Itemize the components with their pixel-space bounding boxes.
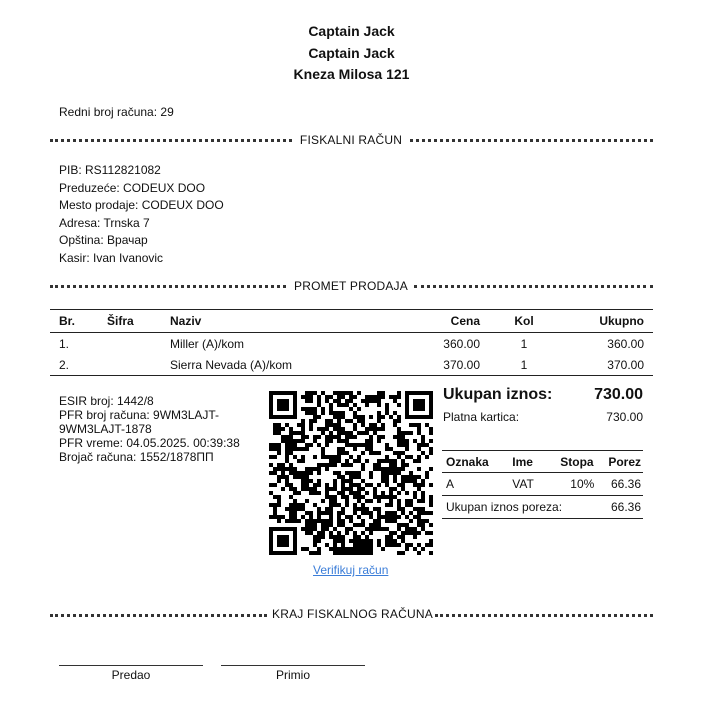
col-tax-amount: Porez [604, 451, 643, 473]
pfr-time: PFR vreme: 04.05.2025. 00:39:38 [59, 436, 240, 450]
separator-line [50, 285, 286, 288]
tax-sum-value: 66.36 [604, 496, 643, 519]
signature-label-right: Primio [275, 668, 310, 682]
row-qty: 1 [520, 336, 528, 351]
signature-label-left: Predao [111, 668, 151, 682]
tax-rate: 10% [570, 477, 595, 491]
company-address: Adresa: Trnska 7 [59, 216, 150, 230]
section-end-of-receipt: KRAJ FISKALNOG RAČUNA [272, 607, 433, 621]
separator-line [410, 139, 653, 142]
table-row [442, 473, 643, 496]
company-name: Preduzeće: CODEUX DOO [59, 181, 206, 195]
separator-line [414, 285, 653, 288]
signature-line-left [59, 665, 203, 666]
payment-method-value: 730.00 [606, 410, 643, 424]
verify-receipt-link[interactable]: Verifikuj račun [313, 563, 389, 577]
separator-line [50, 139, 292, 142]
place-of-sale: Mesto prodaje: CODEUX DOO [59, 198, 224, 212]
col-tax-rate: Stopa [556, 451, 604, 473]
col-price: Cena [400, 310, 489, 333]
store-address: Kneza Milosa 121 [293, 66, 410, 82]
row-total: 360.00 [607, 336, 644, 351]
tax-table-header [442, 451, 643, 473]
total-label: Ukupan iznos: [443, 386, 553, 403]
section-sales: PROMET PRODAJA [294, 279, 408, 293]
row-total: 370.00 [559, 354, 653, 376]
pfr-receipt-number: PFR broj računa: 9WM3LAJT- [59, 408, 220, 422]
row-code [98, 333, 161, 355]
row-no: 2. [50, 354, 98, 376]
table-row [50, 354, 653, 376]
separator-line [435, 614, 653, 617]
col-tax-name: Ime [508, 451, 556, 473]
row-price: 360.00 [443, 336, 480, 351]
row-name: Miller (A)/kom [170, 336, 244, 351]
tax-table [442, 450, 643, 519]
store-name: Captain Jack [308, 23, 395, 39]
signature-line-right [221, 665, 365, 666]
separator-line [50, 614, 267, 617]
tax-sum-label: Ukupan iznos poreza: [442, 496, 604, 519]
items-table [50, 309, 653, 376]
receipt-number: Redni broj računa: 29 [59, 105, 174, 119]
row-qty: 1 [489, 354, 559, 376]
row-no: 1. [59, 336, 70, 351]
payment-method-label: Platna kartica: [443, 410, 520, 424]
col-no: Br. [50, 310, 98, 333]
company-pib: PIB: RS112821082 [59, 163, 161, 177]
pfr-receipt-number-cont: 9WM3LAJT-1878 [59, 422, 152, 436]
section-fiscal-receipt: FISKALNI RAČUN [299, 133, 403, 147]
col-total: Ukupno [559, 310, 653, 333]
col-tax-mark: Oznaka [442, 451, 508, 473]
qr-code [269, 391, 433, 555]
qr-modules [269, 391, 433, 555]
items-table-header [50, 310, 653, 333]
tax-name: VAT [512, 477, 534, 491]
row-name: Sierra Nevada (A)/kom [161, 354, 400, 376]
tax-sum-row [442, 496, 643, 519]
row-code [98, 354, 161, 376]
col-code: Šifra [98, 310, 161, 333]
col-name: Naziv [161, 310, 400, 333]
store-name-secondary: Captain Jack [308, 45, 395, 61]
total-value: 730.00 [594, 386, 643, 403]
municipality: Opština: Врачар [59, 233, 148, 247]
esir-number: ESIR broj: 1442/8 [59, 394, 154, 408]
tax-amount: 66.36 [610, 477, 641, 491]
table-row [50, 333, 653, 355]
col-qty: Kol [489, 310, 559, 333]
cashier: Kasir: Ivan Ivanovic [59, 251, 164, 265]
receipt-counter: Brojač računa: 1552/1878ПП [59, 450, 214, 464]
row-price: 370.00 [400, 354, 489, 376]
tax-mark: A [446, 477, 455, 491]
